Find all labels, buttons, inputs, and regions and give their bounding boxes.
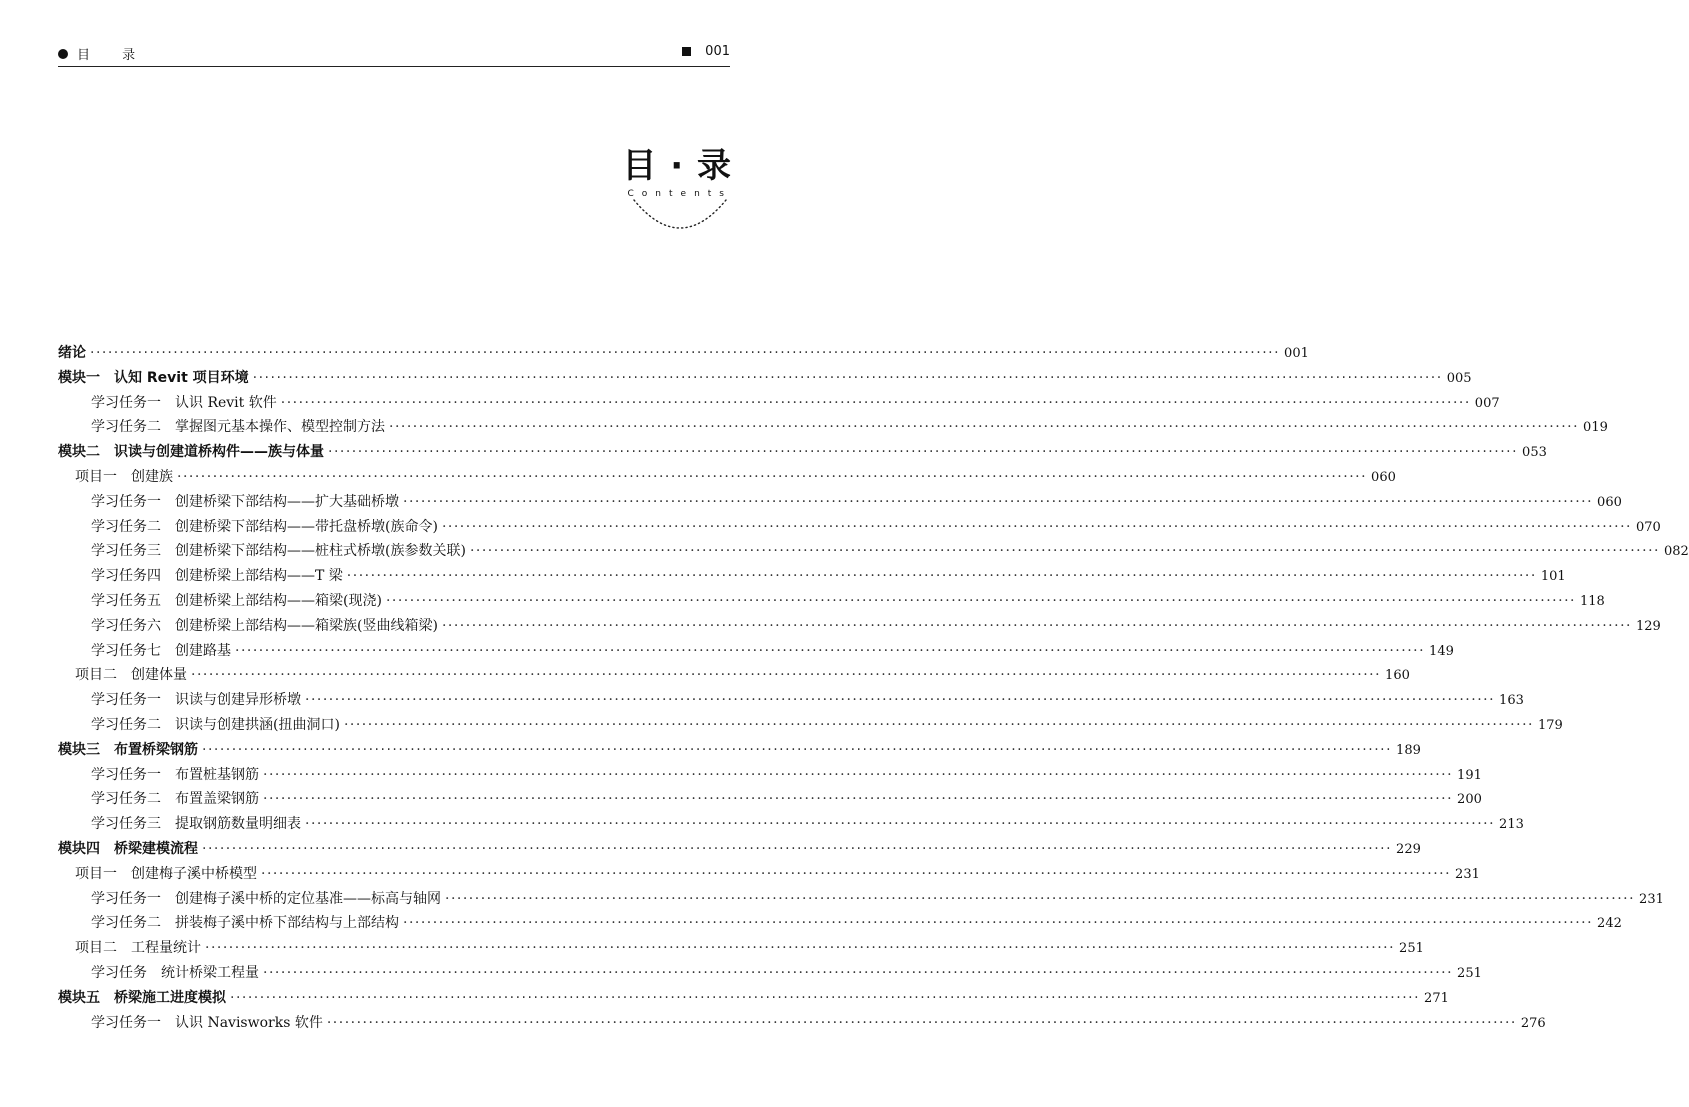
running-header [58, 42, 730, 66]
toc-entry[interactable] [58, 342, 1309, 367]
dot-leader: ········································································································································································································ [252, 369, 1443, 386]
toc-entry[interactable] [58, 367, 1472, 392]
dot-leader: ········································································································································································································ [328, 444, 1519, 461]
toc-entry-page: 070 [1635, 519, 1661, 535]
dot-leader: ········································································································································································································ [263, 964, 1454, 981]
dot-leader: ········································································································································································································ [263, 791, 1454, 808]
toc-entry-title: 学习任务一 创建桥梁下部结构——扩大基础桥墩 [91, 493, 399, 510]
toc-entry[interactable] [58, 714, 1563, 739]
toc-entry-page: 005 [1446, 370, 1472, 386]
dot-leader: ········································································································································································································ [403, 493, 1594, 510]
toc-entry-title: 学习任务五 创建桥梁上部结构——箱梁(现浇) [91, 592, 382, 609]
toc-entry-title: 学习任务一 识读与创建异形桥墩 [91, 692, 301, 709]
toc-entry-page: 242 [1597, 916, 1622, 932]
contents-title-block [620, 138, 732, 199]
dot-leader: ········································································································································································································ [263, 766, 1454, 783]
toc-entry-title: 项目二 创建体量 [75, 667, 187, 684]
header-rule [58, 66, 730, 67]
toc-entry-title: 学习任务 统计桥梁工程量 [91, 964, 259, 981]
toc-entry-title: 模块三 布置桥梁钢筋 [58, 741, 198, 758]
toc-entry-title: 项目一 创建族 [75, 468, 173, 485]
toc-entry[interactable] [58, 788, 1482, 813]
toc-entry[interactable] [58, 540, 1689, 565]
dot-leader: ········································································································································································································ [326, 1014, 1517, 1031]
contents-subtitle: Contents [627, 189, 732, 199]
toc-entry[interactable] [58, 912, 1622, 937]
toc-entry-page: 101 [1540, 569, 1566, 585]
toc-entry[interactable] [58, 392, 1500, 417]
toc-entry-title: 项目二 工程量统计 [75, 940, 201, 957]
page-title: 目 · 录 [622, 146, 732, 186]
toc-entry-page: 118 [1579, 593, 1605, 609]
toc-entry-title: 学习任务二 创建桥梁下部结构——带托盘桥墩(族命令) [91, 518, 438, 535]
toc-entry-title: 学习任务二 拼装梅子溪中桥下部结构与上部结构 [91, 915, 399, 932]
toc-entry-page: 001 [1284, 346, 1309, 361]
dot-leader: ········································································································································································································ [441, 617, 1632, 634]
dot-leader: ········································································································································································································ [90, 345, 1281, 361]
toc-entry[interactable] [58, 590, 1605, 615]
bullet-icon [58, 49, 68, 59]
toc-entry-title: 项目一 创建梅子溪中桥模型 [75, 865, 257, 882]
header-title: 目 录 [77, 48, 150, 63]
toc-entry-title: 绪论 [58, 345, 86, 361]
toc-entry-page: 007 [1474, 395, 1500, 411]
dot-leader: ········································································································································································································ [469, 543, 1660, 560]
toc-entry-title: 学习任务七 创建路基 [91, 642, 231, 659]
toc-entry-page: 179 [1537, 717, 1563, 733]
toc-entry-page: 231 [1639, 891, 1664, 907]
dot-leader: ········································································································································································································ [202, 741, 1393, 758]
toc-entry[interactable] [58, 516, 1661, 541]
toc-entry-title: 学习任务三 提取钢筋数量明细表 [91, 816, 301, 833]
toc-entry-title: 学习任务一 认识 Navisworks 软件 [91, 1014, 323, 1031]
toc-entry[interactable] [58, 888, 1664, 913]
toc-entry[interactable] [58, 962, 1482, 987]
toc-entry-page: 163 [1499, 693, 1524, 709]
toc-entry-title: 模块一 认知 Revit 项目环境 [58, 369, 249, 386]
toc-entry-title: 模块五 桥梁施工进度模拟 [58, 989, 226, 1006]
toc-entry-page: 231 [1455, 866, 1480, 882]
dot-leader: ········································································································································································································ [202, 840, 1393, 857]
dot-leader: ········································································································································································································ [389, 419, 1580, 436]
toc-entry[interactable] [58, 491, 1622, 516]
toc-entry-title: 模块二 识读与创建道桥构件——族与体量 [58, 444, 324, 461]
dot-leader: ········································································································································································································ [261, 865, 1452, 882]
toc-entry-page: 082 [1663, 544, 1689, 560]
header-right [682, 44, 730, 59]
dot-leader: ········································································································································································································ [280, 394, 1471, 411]
toc-entry[interactable] [58, 689, 1524, 714]
toc-entry-page: 200 [1457, 792, 1482, 808]
dot-leader: ········································································································································································································ [346, 568, 1537, 585]
toc-entry[interactable] [58, 863, 1480, 888]
toc-entry-page: 149 [1429, 643, 1454, 659]
toc-entry-page: 019 [1583, 420, 1608, 436]
toc-entry-page: 060 [1597, 494, 1622, 510]
toc-entry[interactable] [58, 640, 1454, 665]
dot-leader: ········································································································································································································ [305, 692, 1496, 709]
toc-entry-page: 191 [1457, 767, 1482, 783]
toc-entry[interactable] [58, 1012, 1546, 1037]
toc-entry[interactable] [58, 838, 1421, 863]
toc-entry-title: 学习任务一 认识 Revit 软件 [91, 394, 277, 411]
dot-leader: ········································································································································································································ [403, 915, 1594, 932]
toc-entry-title: 学习任务二 布置盖梁钢筋 [91, 791, 259, 808]
page-number: 001 [705, 44, 730, 59]
toc-entry-page: 189 [1396, 742, 1421, 758]
toc-entry[interactable] [58, 739, 1421, 764]
toc-entry[interactable] [58, 441, 1547, 466]
toc-entry[interactable] [58, 664, 1410, 689]
dot-leader: ········································································································································································································ [305, 816, 1496, 833]
toc-entry-title: 学习任务二 掌握图元基本操作、模型控制方法 [91, 419, 385, 436]
toc-entry-page: 251 [1457, 965, 1482, 981]
toc-entry-page: 160 [1385, 668, 1410, 684]
toc-entry-page: 276 [1520, 1015, 1546, 1031]
dot-leader: ········································································································································································································ [385, 592, 1576, 609]
square-icon [682, 47, 691, 56]
table-of-contents [58, 342, 1689, 1036]
toc-entry[interactable] [58, 416, 1608, 441]
toc-entry-title: 学习任务三 创建桥梁下部结构——桩柱式桥墩(族参数关联) [91, 543, 466, 560]
toc-entry[interactable] [58, 764, 1482, 789]
toc-entry-page: 251 [1399, 941, 1424, 957]
toc-entry[interactable] [58, 813, 1524, 838]
toc-entry[interactable] [58, 987, 1449, 1012]
dot-leader: ········································································································································································································ [205, 940, 1396, 957]
toc-entry-page: 271 [1424, 990, 1449, 1006]
toc-entry-title: 模块四 桥梁建模流程 [58, 840, 198, 857]
header-left [58, 44, 149, 63]
dot-leader: ········································································································································································································ [445, 890, 1636, 907]
dotted-arc-decoration [632, 196, 728, 236]
toc-entry[interactable] [58, 615, 1661, 640]
dot-leader: ········································································································································································································ [191, 667, 1382, 684]
dot-leader: ········································································································································································································ [343, 716, 1534, 733]
toc-entry-page: 129 [1635, 618, 1661, 634]
toc-entry-title: 学习任务一 创建梅子溪中桥的定位基准——标高与轴网 [91, 890, 441, 907]
toc-entry-page: 229 [1396, 841, 1421, 857]
dot-leader: ········································································································································································································ [230, 989, 1421, 1006]
toc-entry[interactable] [58, 937, 1424, 962]
toc-entry-page: 053 [1522, 445, 1547, 461]
toc-entry[interactable] [58, 466, 1396, 491]
dot-leader: ········································································································································································································ [235, 642, 1426, 659]
toc-entry-title: 学习任务四 创建桥梁上部结构——T 梁 [91, 568, 343, 585]
toc-entry[interactable] [58, 565, 1566, 590]
dot-leader: ········································································································································································································ [177, 468, 1368, 485]
toc-entry-title: 学习任务一 布置桩基钢筋 [91, 766, 259, 783]
toc-entry-page: 213 [1499, 817, 1524, 833]
toc-entry-page: 060 [1371, 469, 1396, 485]
toc-entry-title: 学习任务二 识读与创建拱涵(扭曲洞口) [91, 716, 340, 733]
dot-leader: ········································································································································································································ [441, 518, 1632, 535]
toc-entry-title: 学习任务六 创建桥梁上部结构——箱梁族(竖曲线箱梁) [91, 617, 438, 634]
